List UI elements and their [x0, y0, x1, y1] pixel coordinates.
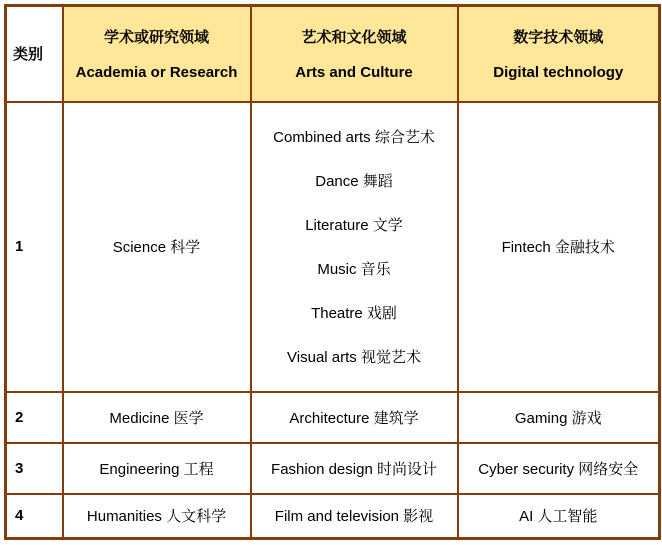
header-academia: [63, 6, 251, 102]
arts-item: Dance 舞蹈: [315, 173, 393, 191]
header-arts-en: Arts and Culture: [295, 64, 413, 82]
arts-cell: Film and television 影视: [251, 494, 458, 539]
arts-item: Theatre 戏剧: [311, 304, 397, 322]
header-digital-en: Digital technology: [493, 64, 624, 82]
row-number: 3: [6, 443, 63, 494]
arts-cell: [251, 102, 458, 392]
table-row: [6, 494, 660, 539]
digital-cell: Gaming 游戏: [458, 392, 660, 443]
digital-cell: Cyber security 网络安全: [458, 443, 660, 494]
header-digital: [458, 6, 660, 102]
header-row: [6, 6, 660, 102]
arts-cell: Architecture 建筑学: [251, 392, 458, 443]
academia-cell: Science 科学: [63, 102, 251, 392]
table-row: [6, 102, 660, 392]
category-table: [4, 4, 661, 540]
digital-cell: AI 人工智能: [458, 494, 660, 539]
row-number: 1: [6, 102, 63, 392]
header-arts-zh: 艺术和文化领域: [301, 29, 407, 47]
digital-cell: Fintech 金融技术: [458, 102, 660, 392]
header-academia-en: Academia or Research: [75, 64, 238, 82]
header-category: 类别: [6, 6, 63, 102]
academia-cell: Engineering 工程: [63, 443, 251, 494]
row-number: 2: [6, 392, 63, 443]
academia-cell: Humanities 人文科学: [63, 494, 251, 539]
arts-item: Music 音乐: [317, 260, 391, 278]
academia-cell: Medicine 医学: [63, 392, 251, 443]
arts-item: Combined arts 综合艺术: [273, 129, 435, 147]
arts-cell: Fashion design 时尚设计: [251, 443, 458, 494]
header-academia-zh: 学术或研究领域: [103, 29, 209, 47]
table-row: [6, 392, 660, 443]
table-row: [6, 443, 660, 494]
header-digital-zh: 数字技术领域: [513, 29, 604, 47]
row-number: 4: [6, 494, 63, 539]
arts-item: Visual arts 视觉艺术: [287, 348, 421, 366]
arts-item: Literature 文学: [305, 217, 403, 235]
header-arts: [251, 6, 458, 102]
